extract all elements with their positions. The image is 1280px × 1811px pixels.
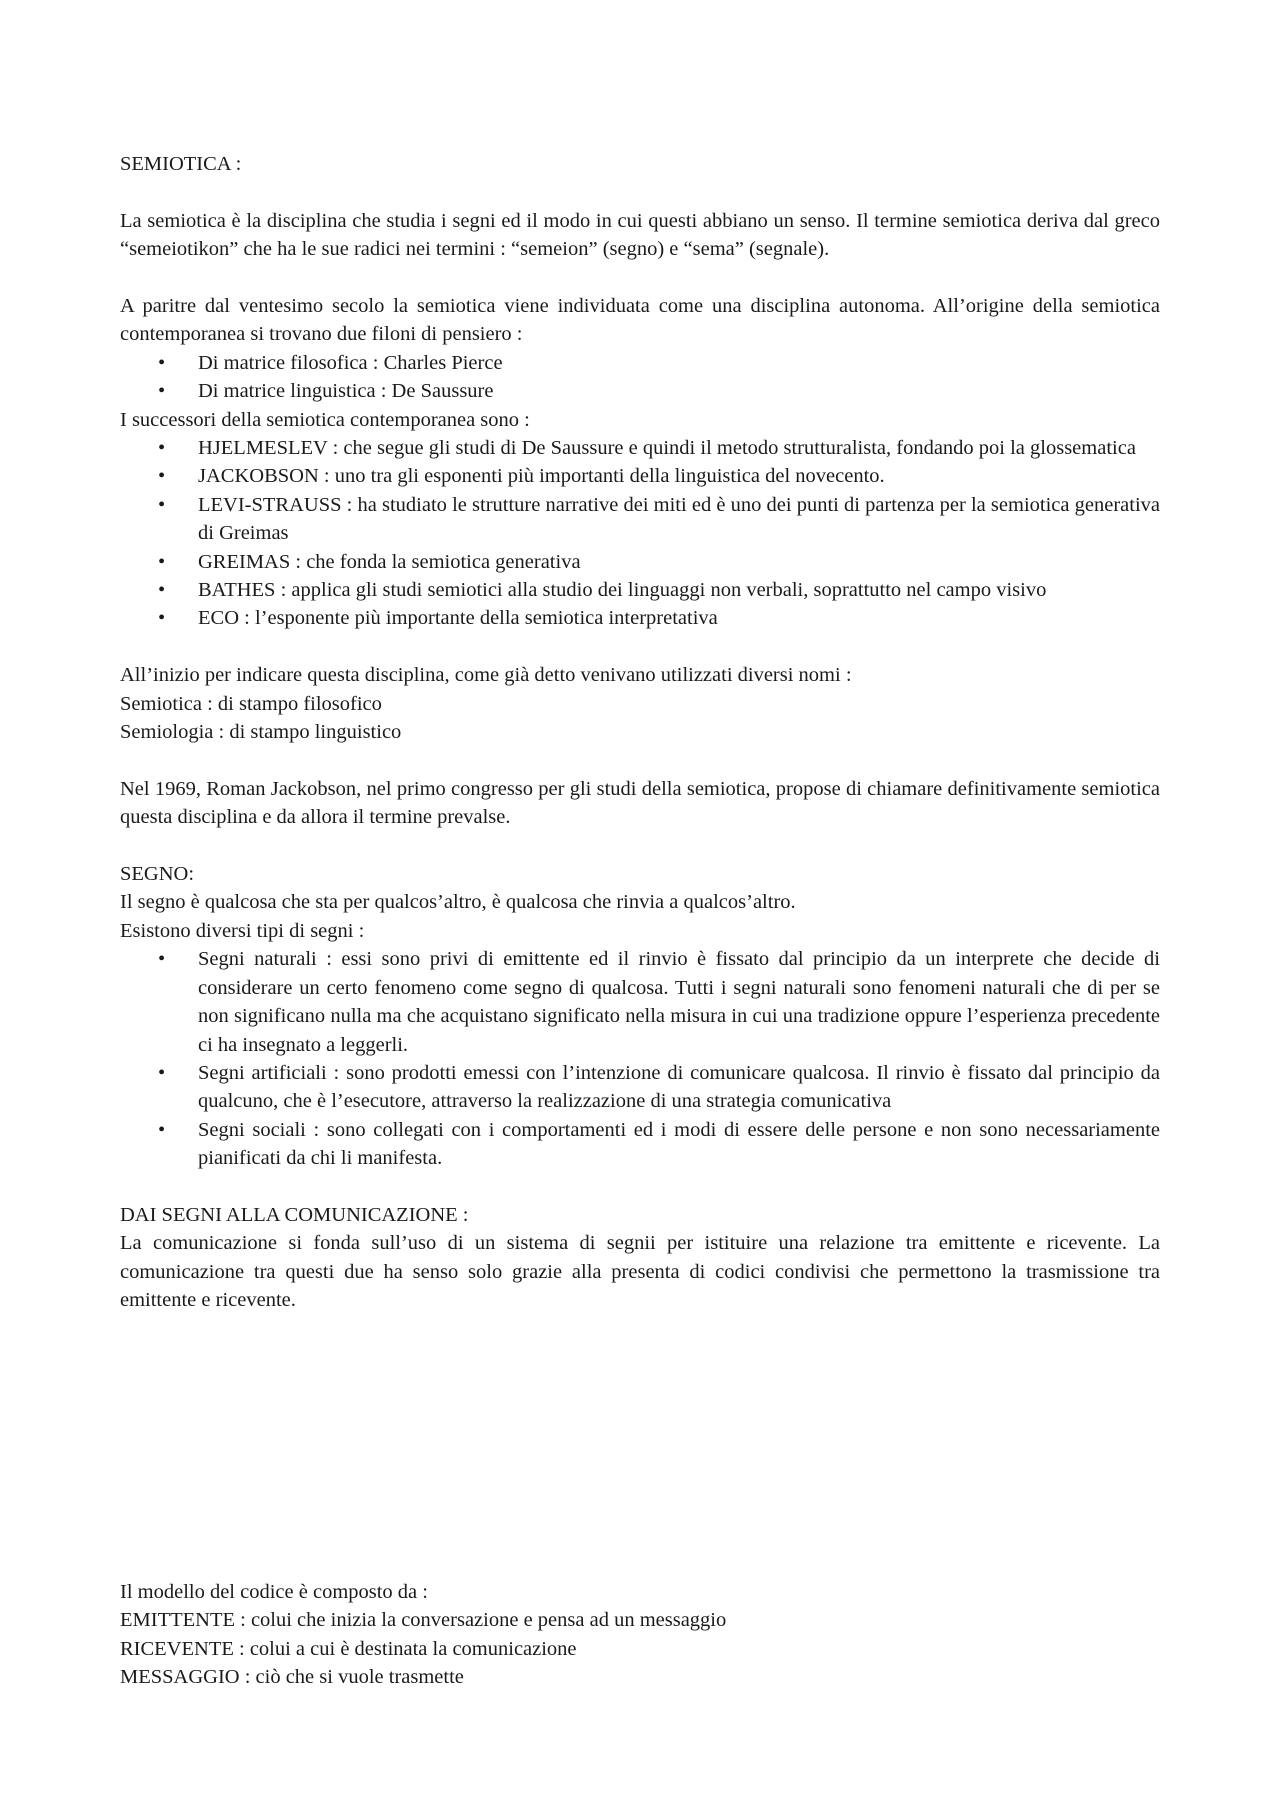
- document-page: [120, 150, 1160, 1315]
- bullet-icon: •: [158, 437, 166, 460]
- spacer: [120, 1173, 1160, 1201]
- paragraph-successori-intro: I successori della semiotica contemporanea sono :: [120, 408, 530, 431]
- list-tipi-segni: [120, 945, 1160, 1172]
- bullet-icon: •: [158, 948, 166, 971]
- list-item: • Segni artificiali : sono prodotti emessi con l’intenzione di comunicare qualcosa. Il rinvio è fissato dal principio da qualcuno, che è l’esecutore, attraverso la realizzazione di una strategia comunicativa: [120, 1059, 1160, 1116]
- paragraph-segno-definition: Il segno è qualcosa che sta per qualcos’altro, è qualcosa che rinvia a qualcos’altro.: [120, 891, 796, 914]
- list-item: • BATHES : applica gli studi semiotici alla studio dei linguaggi non verbali, soprattutto nel campo visivo: [120, 576, 1160, 604]
- bullet-icon: •: [158, 550, 166, 573]
- heading-comunicazione: DAI SEGNI ALLA COMUNICAZIONE :: [120, 1203, 469, 1226]
- bullet-icon: •: [158, 493, 166, 516]
- list-item: • Segni naturali : essi sono privi di emittente ed il rinvio è fissato dal principio da un interprete che decide di considerare un certo fenomeno come segno di qualcosa. Tutti i segni naturali sono fenomeni naturali che di per se non significano nulla ma che acquistano significato nella misura in cui una tradizione oppure l’esperienza precedente ci ha insegnato a leggerli.: [120, 945, 1160, 1059]
- paragraph-codice-intro: Il modello del codice è composto da :: [120, 1581, 428, 1603]
- bullet-icon: •: [158, 1061, 166, 1084]
- list-item: • JACKOBSON : uno tra gli esponenti più importanti della linguistica del novecento.: [120, 462, 1160, 490]
- heading-segno: SEGNO:: [120, 863, 195, 886]
- bullet-icon: •: [158, 351, 166, 374]
- spacer: [120, 264, 1160, 292]
- paragraph-origins: A paritre dal ventesimo secolo la semiotica viene individuata come una disciplina autonoma. All’origine della semiotica contemporanea si trovano due filoni di pensiero :: [120, 295, 1160, 346]
- paragraph-intro: La semiotica è la disciplina che studia i segni ed il modo in cui questi abbiano un senso. Il termine semiotica deriva dal greco “semeiotikon” che ha le sue radici nei termini : “semeion” (segno) e “sema” (segnale).: [120, 209, 1160, 261]
- paragraph-comunicazione: La comunicazione si fonda sull’uso di un sistema di segnii per istituire una relazione tra emittente e ricevente. La comunicazione tra questi due ha senso solo grazie alla presenta di codici condivisi che permettono la trasmissione tra emittente e ricevente.: [120, 1232, 1160, 1312]
- spacer: [120, 746, 1160, 774]
- spacer: [120, 178, 1160, 206]
- paragraph-nome-semiologia: Semiologia : di stampo linguistico: [120, 721, 402, 744]
- spacer: [120, 832, 1160, 860]
- paragraph-nome-semiotica: Semiotica : di stampo filosofico: [120, 692, 382, 715]
- bullet-icon: •: [158, 607, 166, 630]
- list-item: • HJELMESLEV : che segue gli studi di De Saussure e quindi il metodo strutturalista, fondando poi la glossematica: [120, 434, 1160, 462]
- list-item: • ECO : l’esponente più importante della semiotica interpretativa: [120, 604, 1160, 632]
- paragraph-ricevente: RICEVENTE : colui a cui è destinata la comunicazione: [120, 1637, 577, 1660]
- heading-semiotica: SEMIOTICA :: [120, 153, 242, 175]
- bullet-icon: •: [158, 465, 166, 488]
- list-successori: [120, 434, 1160, 633]
- bullet-icon: •: [158, 380, 166, 403]
- list-filoni: [120, 349, 1160, 406]
- list-item: • Segni sociali : sono collegati con i comportamenti ed i modi di essere delle persone e non sono necessariamente pianificati da chi li manifesta.: [120, 1116, 1160, 1173]
- list-item: • GREIMAS : che fonda la semiotica generativa: [120, 548, 1160, 576]
- bullet-icon: •: [158, 1118, 166, 1141]
- list-item: • Di matrice linguistica : De Saussure: [120, 377, 1160, 405]
- paragraph-emittente: EMITTENTE : colui che inizia la conversazione e pensa ad un messaggio: [120, 1609, 727, 1632]
- paragraph-nomi-intro: All’inizio per indicare questa disciplina, come già detto venivano utilizzati diversi nomi :: [120, 664, 852, 687]
- paragraph-messaggio: MESSAGGIO : ciò che si vuole trasmette: [120, 1666, 464, 1689]
- bullet-icon: •: [158, 579, 166, 602]
- paragraph-tipi-intro: Esistono diversi tipi di segni :: [120, 919, 365, 942]
- codice-section: [120, 1578, 1160, 1692]
- list-item: • Di matrice filosofica : Charles Pierce: [120, 349, 1160, 377]
- spacer: [120, 633, 1160, 661]
- list-item: • LEVI-STRAUSS : ha studiato le strutture narrative dei miti ed è uno dei punti di partenza per la semiotica generativa di Greimas: [120, 491, 1160, 548]
- paragraph-1969: Nel 1969, Roman Jackobson, nel primo congresso per gli studi della semiotica, propose di chiamare definitivamente semiotica questa disciplina e da allora il termine prevalse.: [120, 777, 1160, 829]
